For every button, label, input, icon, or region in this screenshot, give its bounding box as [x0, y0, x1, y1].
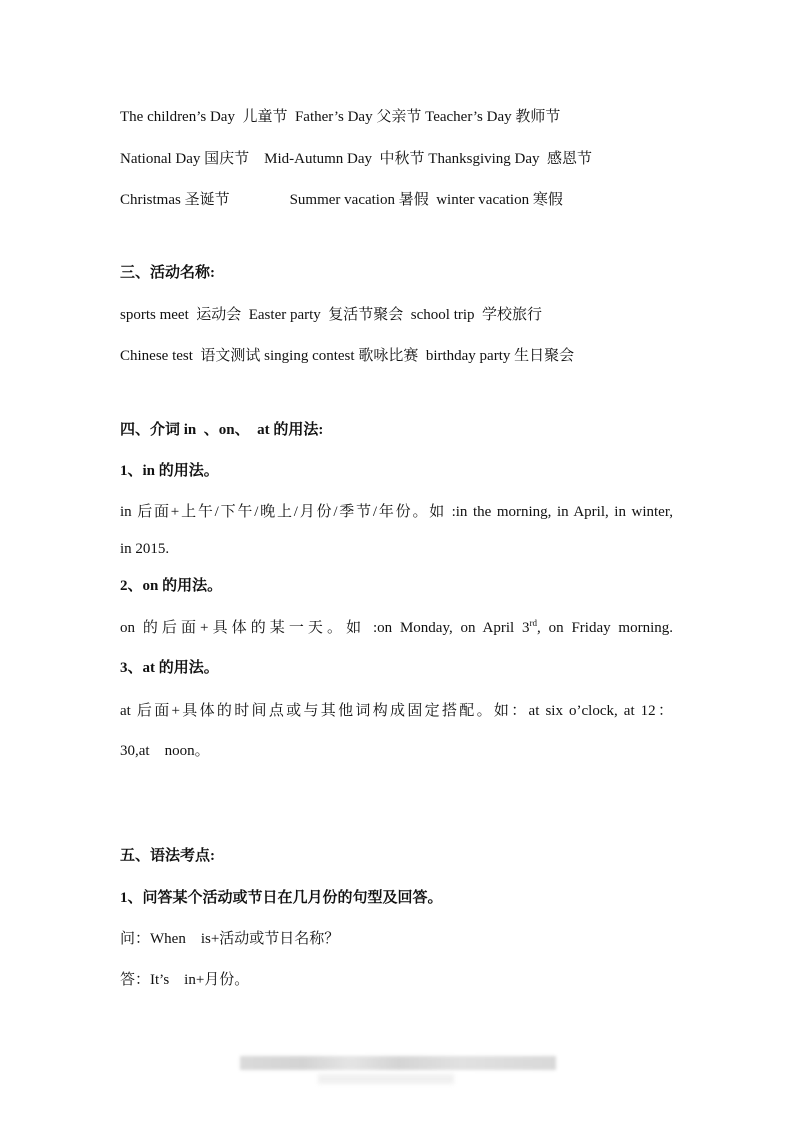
at-usage-text-1: at 后面+具体的时间点或与其他词构成固定搭配。如：at six o’clock, at 12： [120, 703, 673, 719]
section-4-heading: 四、介词 in 、on、 at 的用法: [120, 422, 324, 438]
answer-pattern: 答：It’s in+月份。 [120, 972, 250, 988]
on-usage-text-main: on 的后面+具体的某一天。如 :on Monday, on April 3 [120, 620, 530, 636]
in-usage-text-1: in 后面+上午/下午/晚上/月份/季节/年份。如 :in the morning, in April, in winter, [120, 504, 673, 520]
holiday-line-1: The children’s Day 儿童节 Father’s Day 父亲节 Teacher’s Day 教师节 [120, 109, 561, 125]
on-usage-heading: 2、on 的用法。 [120, 578, 223, 594]
question-pattern: 问：When is+活动或节日名称？ [120, 931, 340, 947]
at-usage-heading: 3、at 的用法。 [120, 660, 219, 676]
holiday-line-2: National Day 国庆节 Mid-Autumn Day 中秋节 Thanksgiving Day 感恩节 [120, 151, 593, 167]
activity-line-2: Chinese test 语文测试 singing contest 歌咏比赛 birthday party 生日聚会 [120, 348, 575, 364]
section-5-heading: 五、语法考点: [120, 848, 215, 864]
section-3-heading: 三、活动名称: [120, 265, 215, 281]
on-usage-text-tail: , on Friday morning. [537, 620, 674, 636]
blurred-footer [240, 1056, 556, 1070]
blurred-footer-sub [318, 1074, 454, 1084]
at-usage-text-2: 30,at noon。 [120, 743, 210, 759]
on-usage-text [120, 618, 673, 638]
in-usage-text-2: in 2015. [120, 541, 170, 557]
in-usage-heading: 1、in 的用法。 [120, 463, 219, 479]
grammar-point-1-heading: 1、问答某个活动或节日在几月份的句型及回答。 [120, 890, 443, 906]
ordinal-suffix: rd [529, 618, 538, 628]
activity-line-1: sports meet 运动会 Easter party 复活节聚会 school trip 学校旅行 [120, 307, 543, 323]
holiday-line-3: Christmas 圣诞节 Summer vacation 暑假 winter vacation 寒假 [120, 192, 563, 208]
